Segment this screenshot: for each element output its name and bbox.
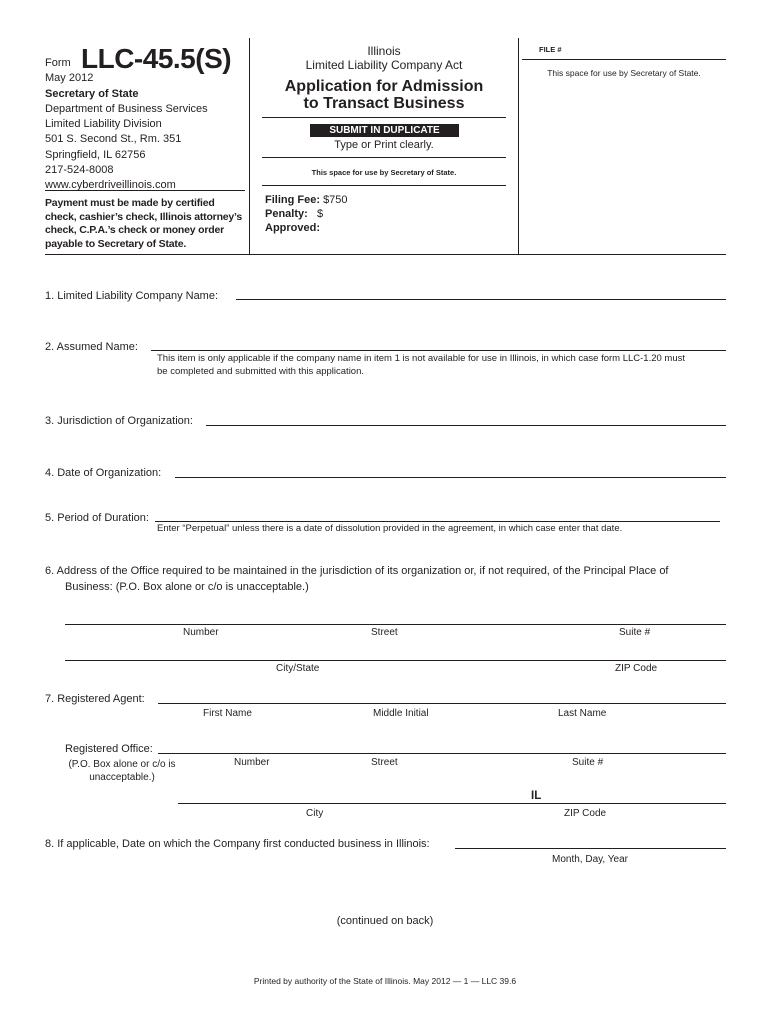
item5-label: 5. Period of Duration: [45, 512, 149, 524]
jurisdiction-field[interactable] [206, 425, 726, 426]
printed-by-footer: Printed by authority of the State of Illinois. May 2012 — 1 — LLC 39.6 [253, 976, 517, 986]
city-state-caption: City/State [276, 663, 320, 674]
penalty-label: Penalty: [265, 208, 308, 220]
act-name: Limited Liability Company Act [305, 58, 463, 72]
office-city-field[interactable] [65, 660, 726, 661]
number-caption: Number [234, 757, 270, 768]
registered-agent-field[interactable] [158, 703, 726, 704]
state-name: Illinois [367, 44, 401, 58]
assumed-name-field[interactable] [151, 350, 726, 351]
website-text: www.cyberdriveillinois.com [45, 179, 176, 192]
address-line: 217-524-8008 [45, 163, 114, 176]
agency-title: Secretary of State [45, 88, 139, 100]
item7-label: 7. Registered Agent: [45, 693, 145, 705]
divider [249, 38, 250, 254]
duration-field[interactable] [155, 521, 720, 522]
item5-note: Enter “Perpetual” unless there is a date of dissolution provided in the agreement, in which case enter that date. [157, 523, 623, 534]
file-number-label: FILE # [539, 45, 562, 54]
middle-initial-caption: Middle Initial [373, 708, 429, 719]
registered-city-field[interactable] [178, 803, 726, 804]
address-line: Department of Business Services [45, 103, 208, 115]
street-caption: Street [371, 627, 398, 638]
divider [518, 38, 519, 254]
approved-label: Approved: [265, 222, 320, 234]
first-business-date-field[interactable] [455, 848, 726, 849]
divider [262, 117, 506, 118]
item6-label: 6. Address of the Office required to be maintained in the jurisdiction of its organization or, if not required, of the Principal Place of Business: (P.O. Box alone or c/o is unacceptable.) [45, 565, 669, 593]
state-il-text: IL [531, 790, 542, 802]
registered-office-field[interactable] [158, 753, 726, 754]
form-word: Form [45, 57, 71, 69]
item3-label: 3. Jurisdiction of Organization: [45, 415, 193, 427]
organization-date-field[interactable] [175, 477, 726, 478]
header-bottom-border [45, 254, 726, 255]
po-box-note: (P.O. Box alone or c/o is unacceptable.) [68, 759, 176, 783]
item8-label: 8. If applicable, Date on which the Company first conducted business in Illinois: [45, 838, 430, 850]
number-caption: Number [183, 627, 219, 638]
street-caption: Street [371, 757, 398, 768]
divider [522, 59, 726, 60]
divider [262, 185, 506, 186]
sos-use-note: This space for use by Secretary of State. [311, 168, 457, 177]
payment-note: Payment must be made by certified check, cashier’s check, Illinois attorney’s check, C.P.A.’s check or money order payable to Secretary of State. [45, 197, 243, 250]
submit-badge: SUBMIT IN DUPLICATE [310, 124, 459, 137]
form-title: Application for Admission [284, 78, 484, 95]
city-caption: City [306, 808, 324, 819]
address-line: 501 S. Second St., Rm. 351 [45, 133, 182, 146]
address-line: Limited Liability Division [45, 118, 162, 131]
divider [45, 190, 245, 191]
item2-note: This item is only applicable if the company name in item 1 is not available for use in Illinois, in which case form LLC-1.20 must be completed and submitted with this application. [157, 353, 686, 377]
print-instruction: Type or Print clearly. [334, 139, 434, 151]
form-number: LLC-45.5(S) [81, 43, 232, 74]
first-name-caption: First Name [203, 708, 252, 719]
form-date: May 2012 [45, 72, 94, 84]
form-title-line2: to Transact Business [303, 95, 465, 112]
fee-block [265, 193, 348, 235]
penalty-value: $ [316, 208, 324, 220]
filing-fee-value: $750 [323, 194, 348, 206]
filing-fee-label: Filing Fee: [265, 194, 320, 206]
sos-use-right: This space for use by Secretary of State. [547, 68, 701, 78]
zip-caption: ZIP Code [564, 808, 607, 819]
last-name-caption: Last Name [558, 708, 607, 719]
continued-note: (continued on back) [336, 915, 434, 927]
company-name-field[interactable] [236, 299, 726, 300]
agency-address [45, 102, 208, 193]
address-line: Springfield, IL 62756 [45, 148, 146, 161]
divider [262, 157, 506, 158]
registered-office-label: Registered Office: [65, 743, 153, 755]
date-format-caption: Month, Day, Year [552, 854, 628, 865]
item2-label: 2. Assumed Name: [45, 341, 138, 353]
suite-caption: Suite # [619, 627, 651, 638]
item1-label: 1. Limited Liability Company Name: [45, 290, 219, 302]
office-street-field[interactable] [65, 624, 726, 625]
suite-caption: Suite # [572, 757, 604, 768]
zip-caption: ZIP Code [615, 663, 658, 674]
item4-label: 4. Date of Organization: [45, 467, 162, 479]
